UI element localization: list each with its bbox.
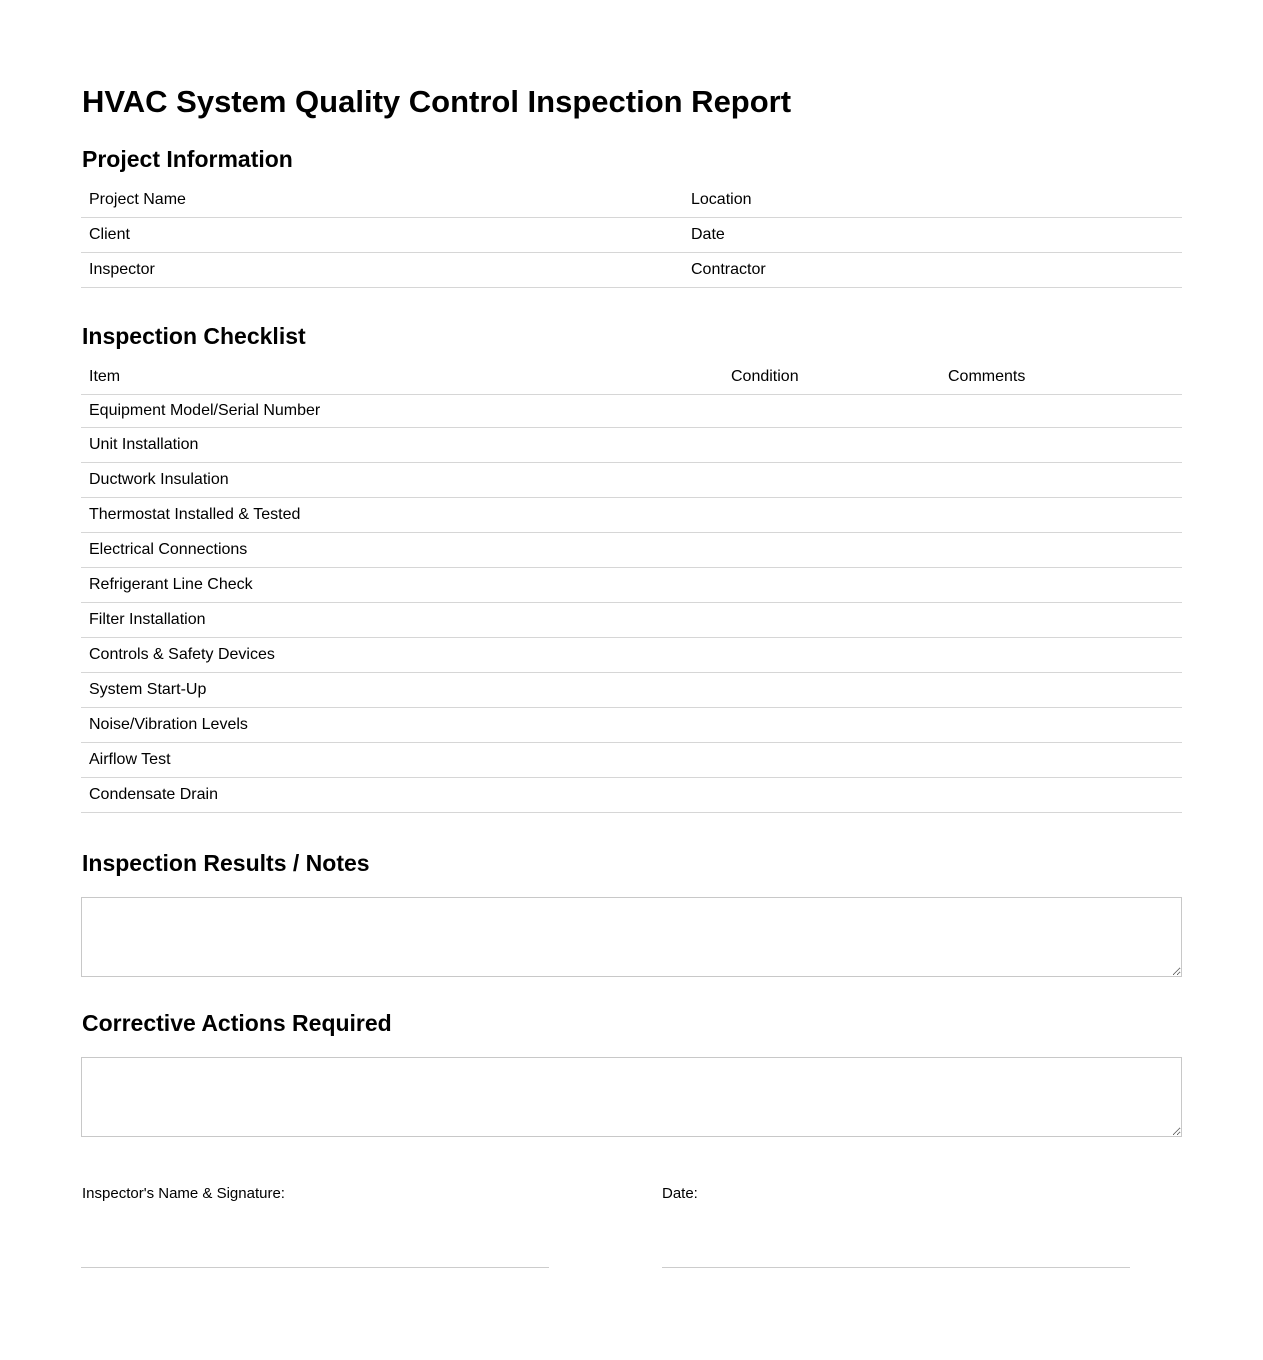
checklist-item-label: Airflow Test	[81, 742, 723, 777]
signature-date-line[interactable]	[662, 1267, 1130, 1268]
table-row	[81, 532, 1182, 567]
checklist-item-label: Filter Installation	[81, 602, 723, 637]
checklist-comments-cell[interactable]	[940, 602, 1182, 637]
table-row	[81, 394, 1182, 427]
table-row	[81, 567, 1182, 602]
table-row	[81, 602, 1182, 637]
project-information-table	[81, 184, 1182, 288]
checklist-condition-cell[interactable]	[723, 394, 940, 427]
table-row	[81, 742, 1182, 777]
report-title: HVAC System Quality Control Inspection Report	[82, 84, 792, 119]
table-row	[81, 497, 1182, 532]
checklist-comments-cell[interactable]	[940, 567, 1182, 602]
checklist-condition-cell[interactable]	[723, 777, 940, 812]
checklist-comments-cell[interactable]	[940, 497, 1182, 532]
corrective-actions-textarea[interactable]	[81, 1057, 1182, 1137]
checklist-comments-cell[interactable]	[940, 777, 1182, 812]
checklist-condition-cell[interactable]	[723, 497, 940, 532]
checklist-item-label: Condensate Drain	[81, 777, 723, 812]
checklist-item-label: Unit Installation	[81, 427, 723, 462]
checklist-item-label: Electrical Connections	[81, 532, 723, 567]
table-row	[81, 184, 1182, 217]
checklist-comments-cell[interactable]	[940, 462, 1182, 497]
checklist-condition-cell[interactable]	[723, 462, 940, 497]
checklist-item-label: Thermostat Installed & Tested	[81, 497, 723, 532]
checklist-condition-cell[interactable]	[723, 742, 940, 777]
project-information-heading: Project Information	[82, 146, 293, 172]
checklist-item-label: Noise/Vibration Levels	[81, 707, 723, 742]
checklist-condition-cell[interactable]	[723, 567, 940, 602]
checklist-comments-cell[interactable]	[940, 427, 1182, 462]
location-label: Location	[683, 184, 1182, 217]
checklist-condition-cell[interactable]	[723, 707, 940, 742]
table-row	[81, 252, 1182, 287]
checklist-condition-cell[interactable]	[723, 637, 940, 672]
table-row	[81, 672, 1182, 707]
inspection-checklist-heading: Inspection Checklist	[82, 323, 306, 349]
table-row	[81, 707, 1182, 742]
checklist-comments-cell[interactable]	[940, 672, 1182, 707]
column-header-comments: Comments	[940, 361, 1182, 394]
table-row	[81, 462, 1182, 497]
checklist-comments-cell[interactable]	[940, 637, 1182, 672]
checklist-comments-cell[interactable]	[940, 707, 1182, 742]
table-row	[81, 217, 1182, 252]
inspection-checklist-table	[81, 361, 1182, 813]
checklist-item-label: Refrigerant Line Check	[81, 567, 723, 602]
inspector-signature-line[interactable]	[81, 1267, 549, 1268]
checklist-comments-cell[interactable]	[940, 532, 1182, 567]
checklist-item-label: Equipment Model/Serial Number	[81, 394, 723, 427]
column-header-condition: Condition	[723, 361, 940, 394]
checklist-condition-cell[interactable]	[723, 672, 940, 707]
inspector-label: Inspector	[81, 252, 683, 287]
table-header-row	[81, 361, 1182, 394]
checklist-item-label: Controls & Safety Devices	[81, 637, 723, 672]
inspection-results-textarea[interactable]	[81, 897, 1182, 977]
inspection-results-heading: Inspection Results / Notes	[82, 850, 370, 876]
project-name-label: Project Name	[81, 184, 683, 217]
checklist-condition-cell[interactable]	[723, 427, 940, 462]
checklist-item-label: Ductwork Insulation	[81, 462, 723, 497]
checklist-condition-cell[interactable]	[723, 602, 940, 637]
checklist-comments-cell[interactable]	[940, 742, 1182, 777]
checklist-condition-cell[interactable]	[723, 532, 940, 567]
client-label: Client	[81, 217, 683, 252]
checklist-comments-cell[interactable]	[940, 394, 1182, 427]
inspector-signature-label: Inspector's Name & Signature:	[82, 1185, 285, 1202]
table-row	[81, 637, 1182, 672]
column-header-item: Item	[81, 361, 723, 394]
date-label: Date	[683, 217, 1182, 252]
table-row	[81, 777, 1182, 812]
corrective-actions-heading: Corrective Actions Required	[82, 1010, 392, 1036]
checklist-item-label: System Start-Up	[81, 672, 723, 707]
signature-date-label: Date:	[662, 1185, 698, 1202]
contractor-label: Contractor	[683, 252, 1182, 287]
table-row	[81, 427, 1182, 462]
